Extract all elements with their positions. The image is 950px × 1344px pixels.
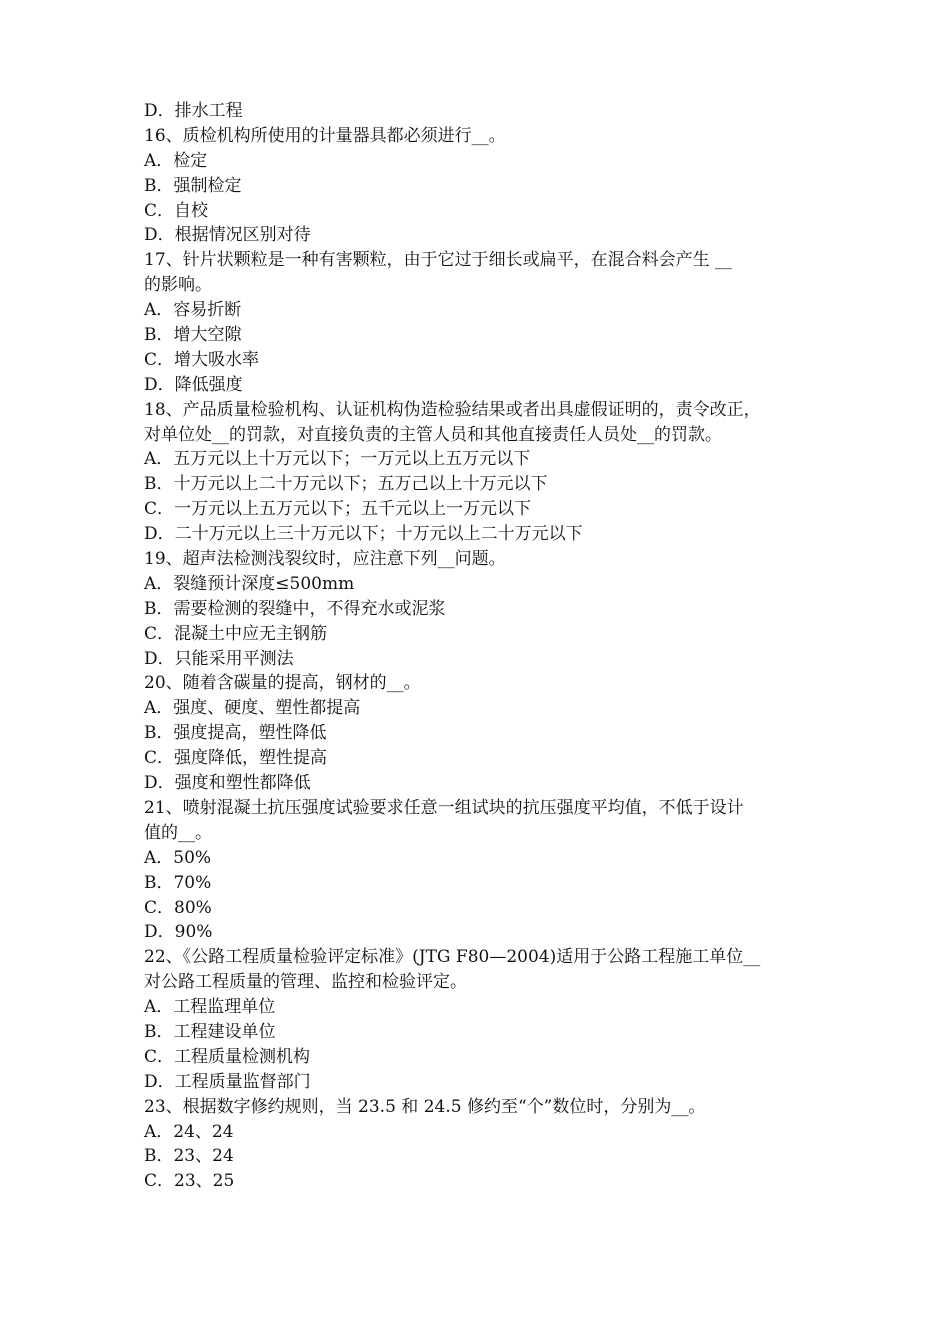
option-b: B．强度提高，塑性降低 (144, 723, 327, 744)
question-17-cont: 的影响。 (144, 275, 212, 296)
option-c: C．自校 (144, 200, 209, 221)
option-c: C．工程质量检测机构 (144, 1046, 311, 1067)
option-b: B．23、24 (144, 1146, 234, 1167)
question-17: 17、针片状颗粒是一种有害颗粒，由于它过于细长或扁平，在混合料会产生 __ (144, 250, 733, 271)
option-d: D．根据情况区别对待 (144, 225, 311, 246)
option-d: D．90% (144, 922, 213, 943)
option-d: D．只能采用平测法 (144, 648, 294, 669)
question-16: 16、质检机构所使用的计量器具都必须进行__。 (144, 125, 506, 146)
question-21-cont: 值的__。 (144, 822, 212, 843)
option-b: B．增大空隙 (144, 325, 242, 346)
option-d: D．二十万元以上三十万元以下；十万元以上二十万元以下 (144, 524, 583, 545)
text-line: D．排水工程 (144, 101, 243, 121)
option-d: D．强度和塑性都降低 (144, 773, 311, 794)
question-21: 21、喷射混凝土抗压强度试验要求任意一组试块的抗压强度平均值，不低于设计 (144, 797, 744, 818)
option-a: A．检定 (144, 150, 208, 171)
question-23: 23、根据数字修约规则，当 23.5 和 24.5 修约至“个”数位时，分别为__。 (144, 1096, 706, 1117)
option-c: C．增大吸水率 (144, 349, 260, 370)
option-d: D．降低强度 (144, 374, 243, 395)
option-c: C．强度降低，塑性提高 (144, 748, 328, 769)
document-page (144, 99, 812, 1194)
question-20: 20、随着含碳量的提高，钢材的__。 (144, 673, 421, 694)
option-b: B．工程建设单位 (144, 1021, 276, 1042)
question-22-cont: 对公路工程质量的管理、监控和检验评定。 (144, 972, 467, 993)
option-c: C．一万元以上五万元以下；五千元以上一万元以下 (144, 499, 532, 520)
option-a: A．五万元以上十万元以下；一万元以上五万元以下 (144, 449, 531, 470)
option-a: A．强度、硬度、塑性都提高 (144, 698, 361, 719)
option-a: A．工程监理单位 (144, 997, 276, 1018)
option-b: B．十万元以上二十万元以下；五万己以上十万元以下 (144, 474, 548, 495)
question-19: 19、超声法检测浅裂纹时，应注意下列__问题。 (144, 549, 506, 570)
option-c: C．23、25 (144, 1171, 235, 1192)
question-18: 18、产品质量检验机构、认证机构伪造检验结果或者出具虚假证明的，责令改正， (144, 399, 761, 420)
question-18-cont: 对单位处__的罚款，对直接负责的主管人员和其他直接责任人员处__的罚款。 (144, 424, 722, 445)
option-c: C．混凝土中应无主钢筋 (144, 623, 328, 644)
option-b: B．强制检定 (144, 175, 242, 196)
option-a: A．50% (144, 847, 212, 868)
option-c: C．80% (144, 897, 212, 918)
option-b: B．70% (144, 872, 212, 893)
option-a: A．24、24 (144, 1121, 234, 1142)
option-d: D．工程质量监督部门 (144, 1071, 311, 1092)
option-b: B．需要检测的裂缝中，不得充水或泥浆 (144, 598, 446, 619)
option-a: A．裂缝预计深度≤500mm (144, 573, 355, 594)
question-22: 22、《公路工程质量检验评定标准》(JTG F80—2004)适用于公路工程施工单位__ (144, 947, 761, 968)
option-a: A．容易折断 (144, 300, 242, 321)
